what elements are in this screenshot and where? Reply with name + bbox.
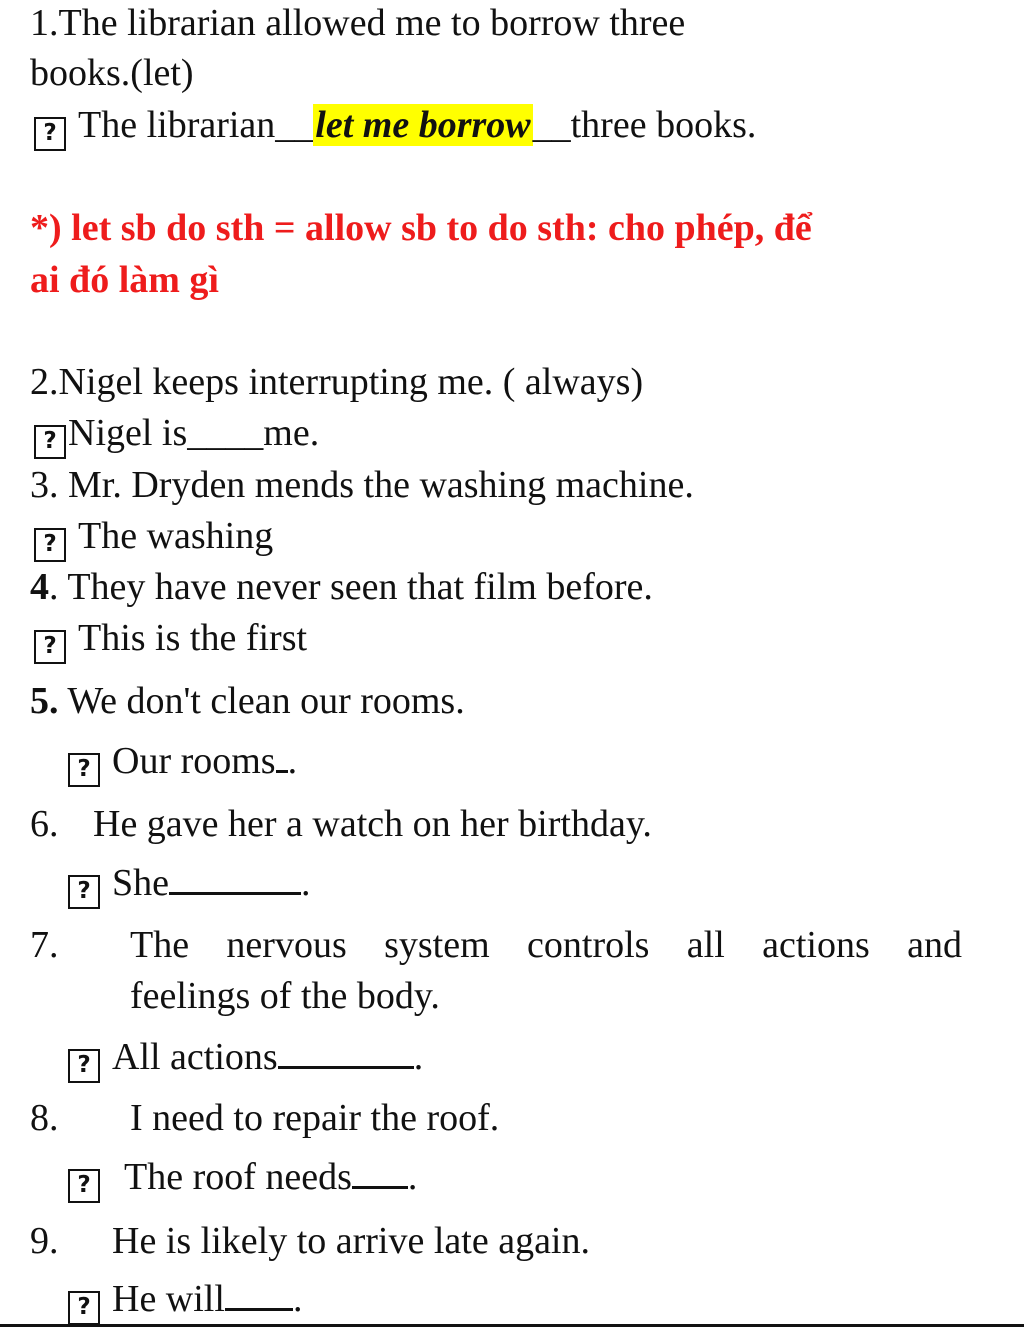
q8-answer-post: . [407, 1156, 418, 1198]
q5-answer-pre: Our rooms [112, 740, 276, 782]
q9-prompt-line [30, 1218, 590, 1264]
q7-prompt-line2: feelings of the body. [130, 975, 440, 1017]
q5-prompt: We don't clean our rooms. [58, 680, 465, 722]
q3-prompt: 3. Mr. Dryden mends the washing machine. [30, 464, 694, 506]
q2-prompt: 2.Nigel keeps interrupting me. ( always) [30, 361, 644, 403]
q5-number: 5. [30, 680, 59, 722]
q6-answer-post: . [301, 862, 311, 904]
q1-prompt-cont: books.(let) [30, 52, 194, 94]
q8-answer-pre: The roof needs [124, 1156, 352, 1198]
question-mark-icon: ? [68, 753, 100, 787]
q5-answer-line [68, 738, 297, 787]
q5-blank [276, 740, 288, 773]
q1-answer-highlight: let me borrow [315, 104, 531, 146]
q1-answer-pre: The librarian [78, 104, 276, 146]
q4-prompt: . They have never seen that film before. [49, 566, 653, 608]
question-mark-icon: ? [68, 1291, 100, 1325]
q9-answer-post: . [292, 1278, 303, 1320]
question-mark-icon: ? [34, 117, 66, 151]
q4-answer: This is the first [78, 617, 308, 659]
q4-prompt-line [30, 564, 653, 610]
q7-answer-post: . [413, 1036, 424, 1078]
q9-answer-line [68, 1276, 302, 1325]
q3-answer-line [34, 513, 273, 562]
q6-blank [169, 862, 301, 895]
question-mark-icon: ? [68, 1049, 100, 1083]
note-line2: ai đó làm gì [30, 259, 219, 301]
q2-answer-line [34, 410, 319, 459]
q1-blank-left: __ [275, 104, 314, 146]
q8-prompt-line [30, 1095, 499, 1141]
q8-blank [352, 1156, 408, 1189]
q8-number: 8. [30, 1097, 59, 1139]
q9-answer-pre: He will [112, 1278, 225, 1320]
q9-number: 9. [30, 1220, 59, 1262]
question-mark-icon: ? [68, 1169, 100, 1203]
question-mark-icon: ? [68, 875, 100, 909]
q7-number: 7. [30, 924, 59, 966]
q7-answer-line [68, 1034, 423, 1083]
q1-blank-right: __ [532, 104, 571, 146]
q1-answer-post: three books. [570, 104, 757, 146]
q2-blank: ____ [187, 412, 264, 454]
q8-prompt: I need to repair the roof. [130, 1097, 500, 1139]
question-mark-icon: ? [34, 630, 66, 664]
question-mark-icon: ? [34, 528, 66, 562]
q4-answer-line [34, 615, 307, 664]
q1-prompt: 1.The librarian allowed me to borrow three [30, 2, 686, 44]
q6-prompt: He gave her a watch on her birthday. [93, 803, 652, 845]
q2-answer-post: me. [263, 412, 320, 454]
q1-answer-line [34, 102, 756, 151]
q6-answer-line [68, 860, 311, 909]
question-mark-icon: ? [34, 425, 66, 459]
q4-number: 4 [30, 566, 49, 608]
q7-prompt-line1: The nervous system controls all actions and [130, 924, 962, 966]
q3-answer: The washing [78, 515, 274, 557]
q8-answer-line [68, 1154, 417, 1203]
q6-prompt-line [30, 801, 652, 847]
q5-answer-post: . [287, 740, 298, 782]
q7-answer-pre: All actions [112, 1036, 278, 1078]
q6-answer-pre: She [112, 862, 169, 904]
q6-number: 6. [30, 803, 59, 845]
q2-answer-pre: Nigel is [68, 412, 188, 454]
q7-blank [278, 1036, 414, 1069]
q9-blank [225, 1278, 293, 1311]
q9-prompt: He is likely to arrive late again. [112, 1220, 590, 1262]
q5-prompt-line [30, 678, 465, 724]
note-line1: *) let sb do sth = allow sb to do sth: cho phép, để [30, 207, 812, 249]
